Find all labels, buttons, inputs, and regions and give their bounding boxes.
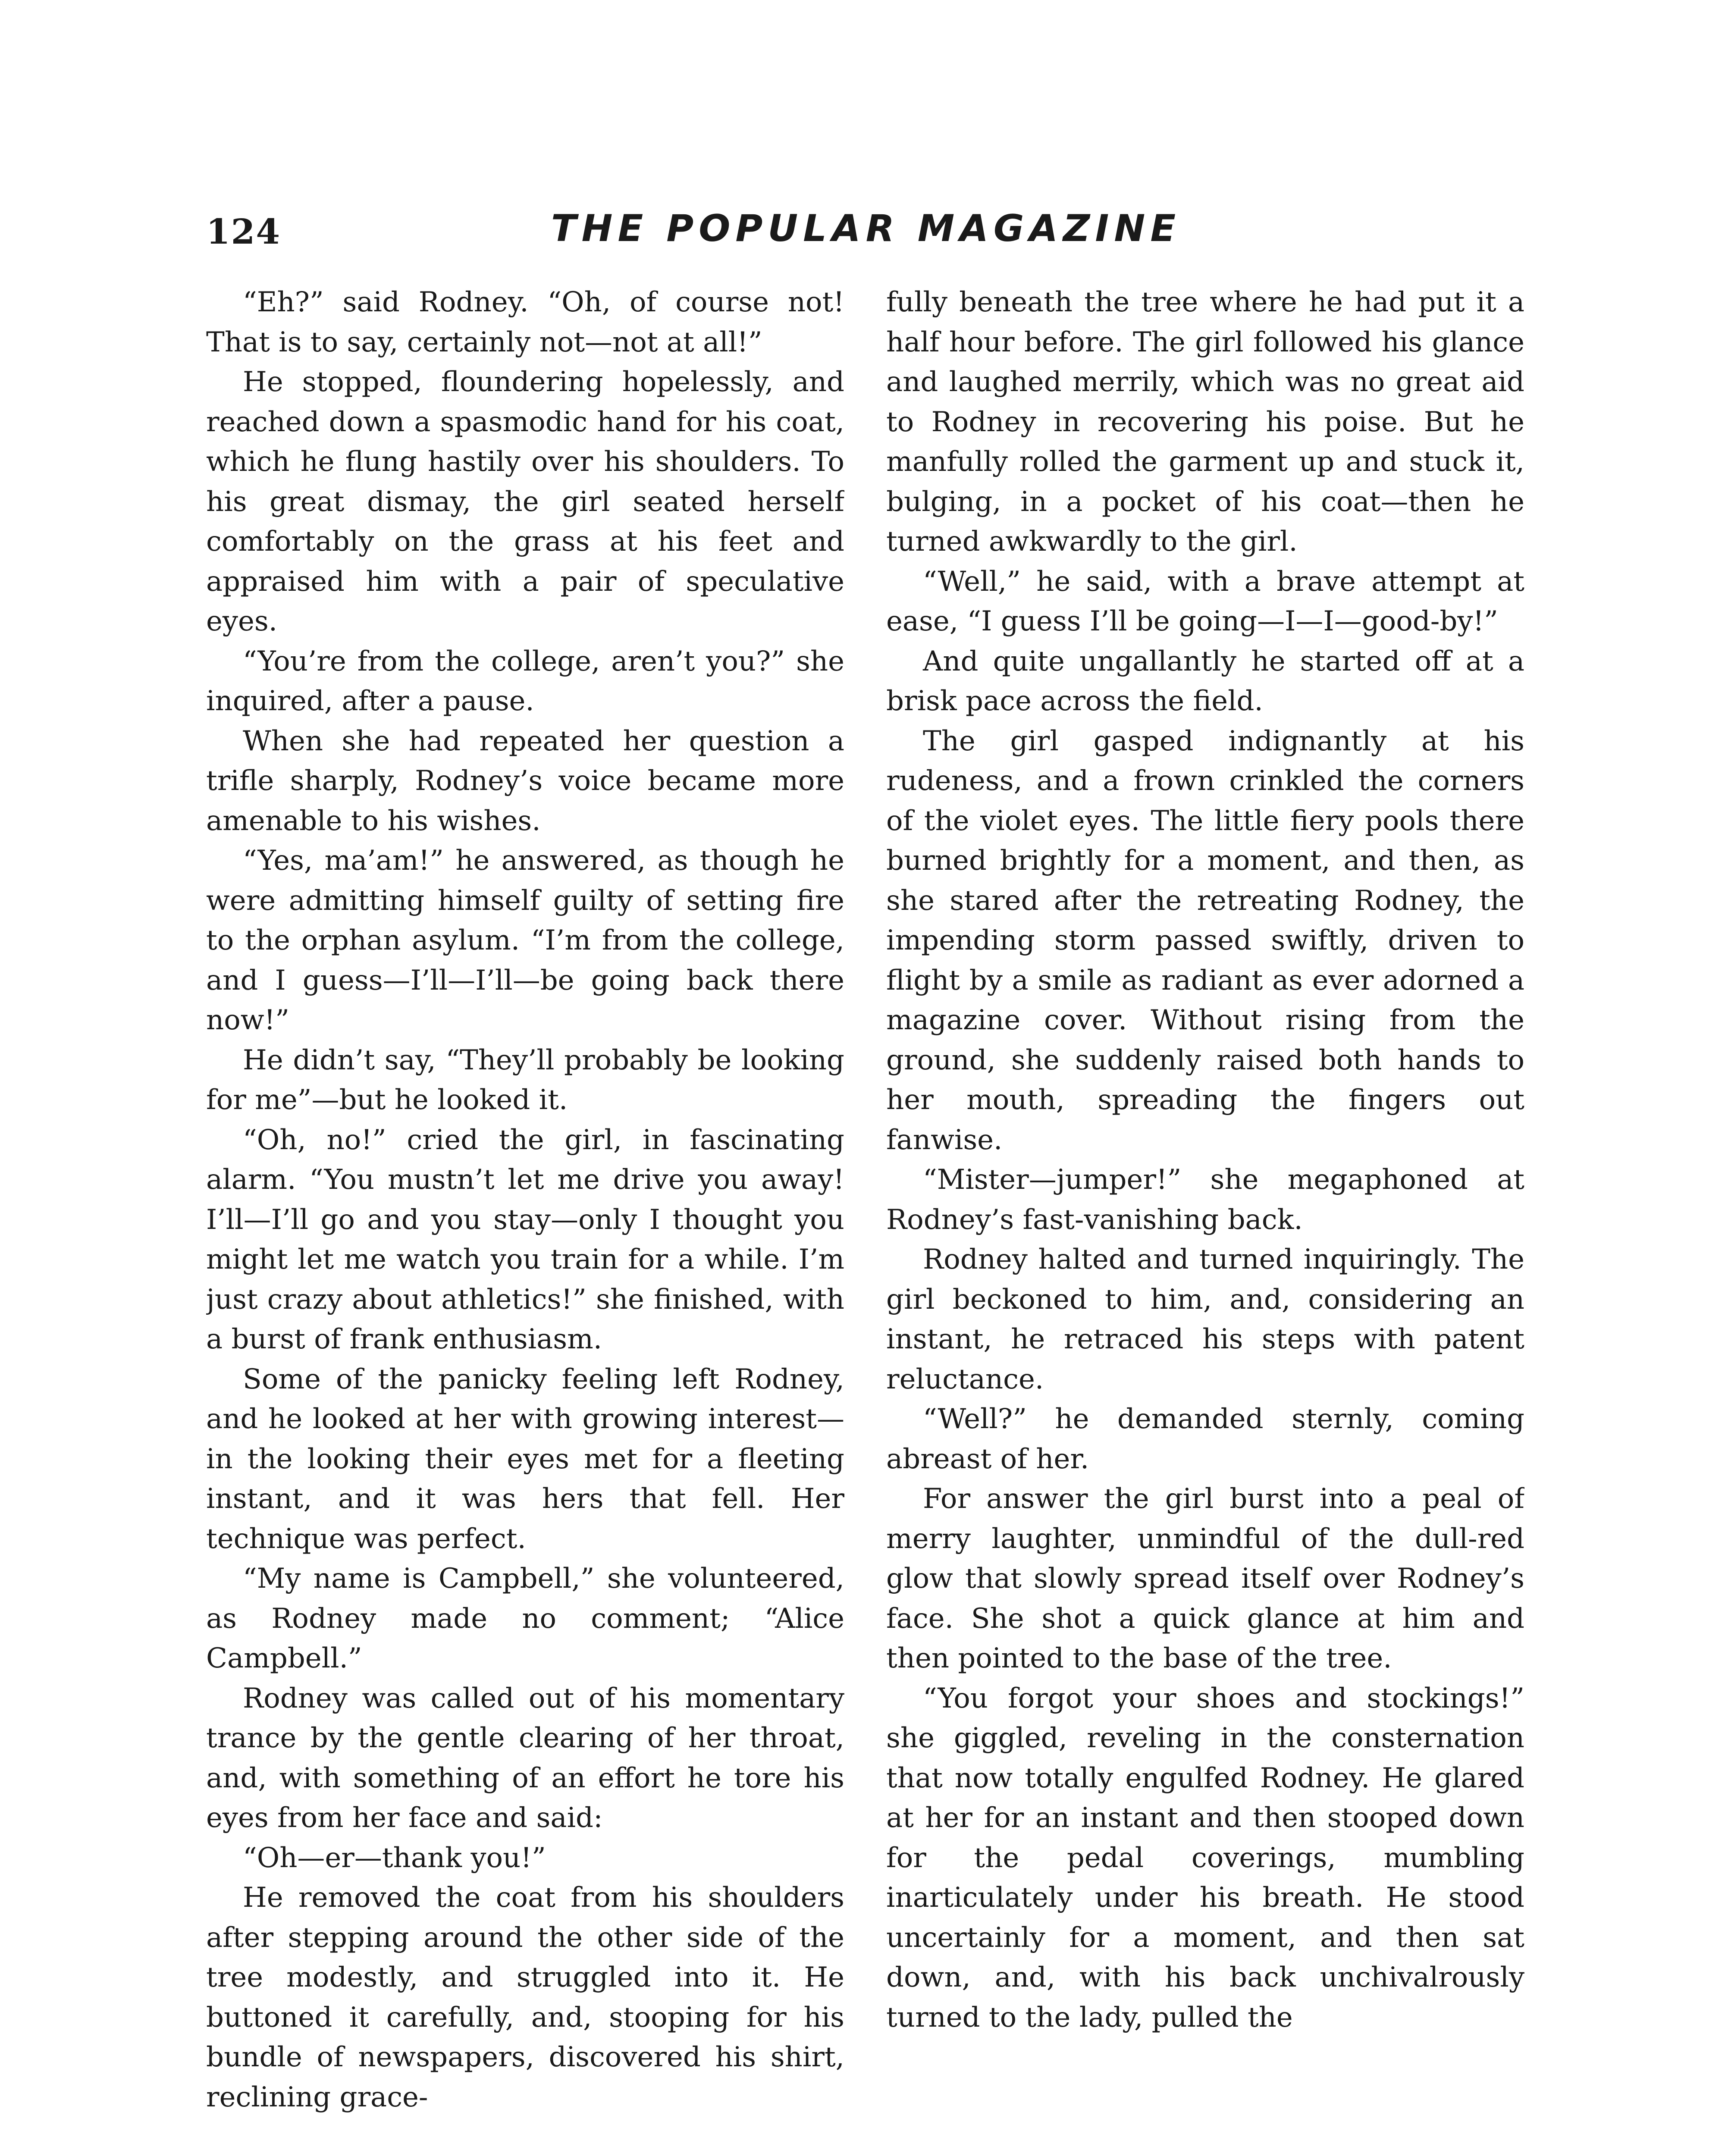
paragraph: For answer the girl burst into a peal of merry laughter, unmindful of the dull-red glow that slowly spread itself over Rodney’s face. She shot a quick glance at him and then pointed to the base of the tree. [886, 1483, 1524, 1674]
paragraph: He removed the coat from his shoulders after stepping around the other side of the tree modestly, and struggled into it. He buttoned it carefully, and, stooping for his bundle of newspapers, discovered his shirt, reclining grace- [206, 1882, 844, 2113]
paragraph: “You’re from the college, aren’t you?” she inquired, after a pause. [206, 645, 844, 717]
running-head: THE POPULAR MAGAZINE [551, 207, 1181, 250]
paragraph: “My name is Campbell,” she volunteered, as Rodney made no comment; “Alice Campbell.” [206, 1563, 844, 1674]
right-column [886, 282, 1524, 2156]
paragraph: “You forgot your shoes and stockings!” she giggled, reveling in the consternation that now totally engulfed Rodney. He glared at her for an instant and then stooped down for the pedal coverings, mumbling inarticulately under his breath. He stood uncertainly for a moment, and then sat down, and, with his back unchivalrously turned to the lady, pulled the [886, 1682, 1524, 2034]
paragraph: “Oh, no!” cried the girl, in fascinating alarm. “You mustn’t let me drive you away! I’ll—I’ll go and you stay—only I thought you might let me watch you train for a while. I’m just crazy about athletics!” she finished, with a burst of frank enthusiasm. [206, 1124, 844, 1355]
left-column [206, 282, 844, 2156]
paragraph: And quite ungallantly he started off at a brisk pace across the field. [886, 645, 1524, 717]
paragraph: Rodney was called out of his momentary trance by the gentle clearing of her throat, and, with something of an effort he tore his eyes from her face and said: [206, 1682, 844, 1834]
paragraph: He stopped, floundering hopelessly, and reached down a spasmodic hand for his coat, which he flung hastily over his shoulders. To his great dismay, the girl seated herself comfortably on the grass at his feet and appraised him with a pair of speculative eyes. [206, 366, 844, 637]
paragraph: “Mister—jumper!” she megaphoned at Rodney’s fast-vanishing back. [886, 1164, 1524, 1236]
paragraph: “Well,” he said, with a brave attempt at ease, “I guess I’ll be going—I—I—good-by!” [886, 565, 1524, 637]
page-header [206, 203, 1526, 267]
paragraph: “Yes, ma’am!” he answered, as though he were admitting himself guilty of setting fire to the orphan asylum. “I’m from the college, and I guess—I’ll—I’ll—be going back there now!” [206, 845, 844, 1036]
paragraph: Some of the panicky feeling left Rodney, and he looked at her with growing interest—in the looking their eyes met for a fleeting instant, and it was hers that fell. Her technique was perfect. [206, 1363, 844, 1555]
paragraph: “Eh?” said Rodney. “Oh, of course not! That is to say, certainly not—not at all!” [206, 286, 844, 358]
paragraph: “Oh—er—thank you!” [243, 1842, 546, 1874]
paragraph: When she had repeated her question a trifle sharply, Rodney’s voice became more amenable to his wishes. [206, 725, 844, 837]
paragraph: Rodney halted and turned inquiringly. The girl beckoned to him, and, considering an instant, he retraced his steps with patent reluctance. [886, 1244, 1524, 1395]
page-number: 124 [206, 211, 281, 252]
paragraph: The girl gasped indignantly at his rudeness, and a frown crinkled the corners of the violet eyes. The little fiery pools there burned brightly for a moment, and then, as she stared after the retreating Rodney, the impending storm passed swiftly, driven to flight by a smile as radiant as ever adorned a magazine cover. Without rising from the ground, she suddenly raised both hands to her mouth, spreading the fingers out fanwise. [886, 725, 1524, 1156]
paragraph: “Well?” he demanded sternly, coming abreast of her. [886, 1403, 1524, 1475]
paragraph: He didn’t say, “They’ll probably be looking for me”—but he looked it. [206, 1044, 844, 1116]
continued-paragraph: fully beneath the tree where he had put it a half hour before. The girl followed his glance and laughed merrily, which was no great aid to Rodney in recovering his poise. But he manfully rolled the garment up and stuck it, bulging, in a pocket of his coat—then he turned awkwardly to the girl. [886, 286, 1524, 558]
